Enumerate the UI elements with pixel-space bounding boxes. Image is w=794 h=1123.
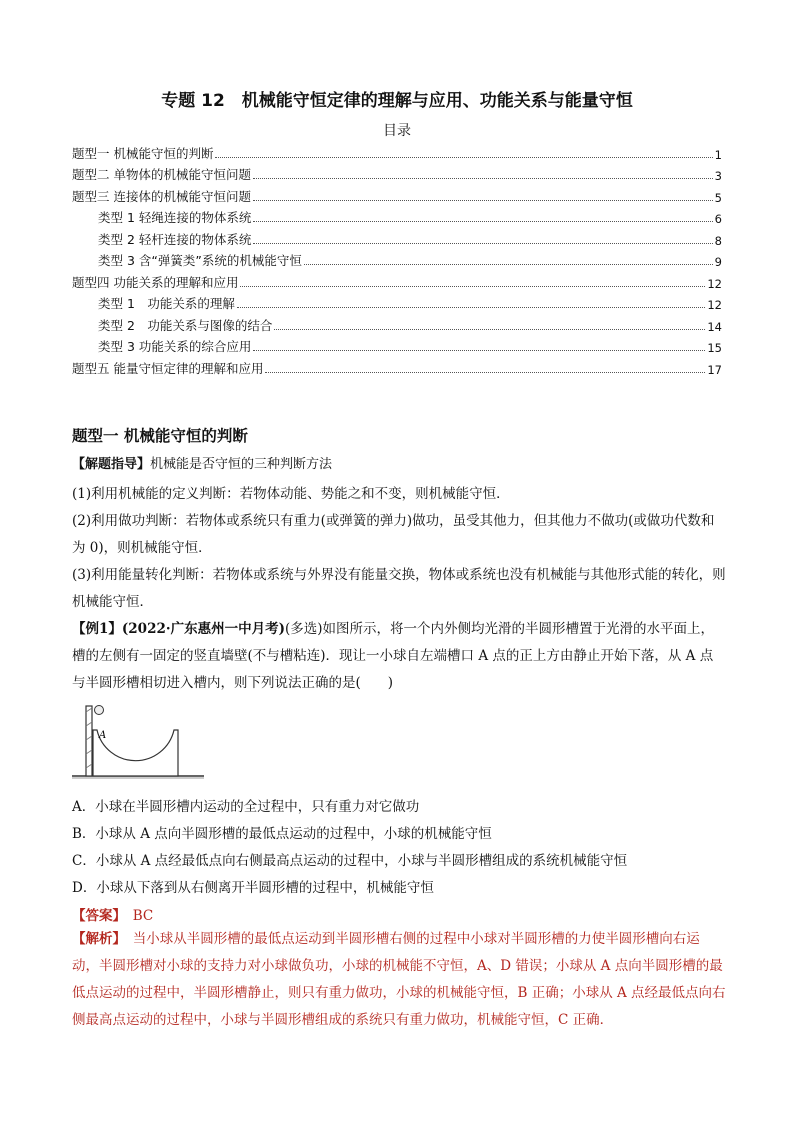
example-paragraph [72, 616, 726, 697]
analysis-paragraph [72, 926, 726, 1034]
toc-leader [274, 328, 705, 330]
toc-entry-page: 12 [707, 298, 722, 312]
toc-entry-label: 类型 1 轻绳连接的物体系统 [98, 210, 252, 225]
toc-leader [253, 177, 713, 179]
guide-text: 机械能是否守恒的三种判断方法 [150, 457, 333, 472]
toc-leader [253, 220, 712, 222]
toc-entry-label: 类型 3 含“弹簧类”系统的机械能守恒 [98, 253, 302, 268]
toc-entry-label: 题型一 机械能守恒的判断 [72, 145, 214, 161]
toc-leader [215, 156, 712, 158]
example-source: (2022·广东惠州一中月考) [121, 621, 285, 637]
document-title: 专题 12 机械能守恒定律的理解与应用、功能关系与能量守恒 [161, 91, 633, 111]
example-text: (多选)如图所示，将一个内外侧均光滑的半圆形槽置于光滑的水平面上，槽的左侧有一固定的竖直墙壁(不与槽粘连)．现让一小球自左端槽口 A 点的正上方由静止开始下落，从 A 点与半圆形槽相切进入槽内，则下列说法正确的是( ) [72, 621, 715, 691]
toc-entry-page: 3 [714, 169, 722, 183]
toc-entry-page: 1 [714, 147, 722, 162]
toc-entry-label: 题型三 连接体的机械能守恒问题 [72, 188, 251, 204]
option-a: A．小球在半圆形槽内运动的全过程中，只有重力对它做功 [72, 799, 420, 815]
toc-leader [304, 263, 713, 265]
toc-entry[interactable] [72, 248, 722, 270]
toc-entry-page: 14 [707, 319, 722, 334]
toc-leader [253, 242, 712, 244]
toc-entry-label: 类型 2 轻杆连接的物体系统 [98, 231, 252, 247]
toc-entry-label: 题型四 功能关系的理解和应用 [72, 274, 239, 290]
toc-entry-label: 类型 2 功能关系与图像的结合 [98, 317, 273, 333]
toc-entry[interactable] [72, 334, 722, 356]
ball [95, 706, 104, 715]
toc-entry-label: 类型 3 功能关系的综合应用 [98, 339, 252, 354]
analysis-tag: 【解析】 [72, 931, 120, 947]
toc-entry-label: 题型二 单物体的机械能守恒问题 [72, 167, 251, 182]
toc-entry[interactable] [72, 162, 722, 184]
guide-item: (3)利用能量转化判断：若物体或系统与外界没有能量交换，物体或系统也没有机械能与其他形式能的转化，则机械能守恒． [72, 567, 726, 610]
toc-entry[interactable] [72, 312, 722, 334]
toc-leader [253, 349, 705, 351]
table-of-contents [72, 140, 722, 377]
option-c: C．小球从 A 点经最低点向右侧最高点运动的过程中，小球与半圆形槽组成的系统机械能守恒 [72, 853, 628, 869]
toc-leader [265, 371, 705, 373]
guide-item: (1)利用机械能的定义判断：若物体动能、势能之和不变，则机械能守恒． [72, 486, 510, 502]
toc-entry-page: 8 [714, 233, 722, 248]
toc-entry[interactable] [72, 269, 722, 291]
toc-entry-label: 类型 1 功能关系的理解 [98, 296, 235, 311]
analysis-text: 当小球从半圆形槽的最低点运动到半圆形槽右侧的过程中小球对半圆形槽的力使半圆形槽向右运动，半圆形槽对小球的支持力对小球做负功，小球的机械能不守恒，A、D 错误；小球从 A 点向半圆形槽的最低点运动的过程中，半圆形槽静止，则只有重力做功，小球的机械能守恒，B 正确；小球从 A 点经最低点向右侧最高点运动的过程中，小球与半圆形槽组成的系统只有重力做功，机械能守恒，C 正确． [72, 931, 726, 1028]
answer-tag: 【答案】 [72, 908, 120, 924]
toc-entry[interactable] [72, 226, 722, 248]
toc-entry-page: 6 [714, 212, 722, 226]
toc-entry[interactable] [72, 183, 722, 205]
toc-leader [253, 199, 713, 201]
toc-entry[interactable] [72, 205, 722, 227]
guide-tag: 【解题指导】 [72, 457, 151, 472]
example-tag: 【例1】 [72, 621, 122, 637]
section-heading: 题型一 机械能守恒的判断 [72, 427, 248, 445]
toc-entry-page: 17 [707, 362, 722, 377]
toc-entry-label: 题型五 能量守恒定律的理解和应用 [72, 360, 264, 376]
guide-item: (2)利用做功判断：若物体或系统只有重力(或弹簧的弹力)做功，虽受其他力，但其他力不做功(或做功代数和为 0)，则机械能守恒． [72, 513, 715, 556]
wall [86, 706, 92, 776]
option-b: B．小球从 A 点向半圆形槽的最低点运动的过程中，小球的机械能守恒 [72, 826, 492, 842]
toc-leader [240, 285, 705, 287]
toc-entry-page: 5 [714, 190, 722, 205]
toc-heading: 目录 [383, 123, 411, 139]
toc-entry-page: 9 [714, 255, 722, 269]
guide-paragraph [72, 454, 726, 476]
toc-entry[interactable] [72, 291, 722, 313]
toc-entry-page: 15 [707, 341, 722, 355]
toc-leader [237, 306, 705, 308]
toc-entry[interactable] [72, 355, 722, 377]
point-a-label: A [99, 730, 107, 741]
option-d: D．小球从下落到从右侧离开半圆形槽的过程中，机械能守恒 [72, 880, 434, 896]
toc-entry[interactable] [72, 140, 722, 162]
toc-entry-page: 12 [707, 276, 722, 291]
answer-line [72, 904, 726, 924]
semicircle-trough-figure [72, 700, 212, 785]
answer-value: BC [132, 908, 154, 924]
